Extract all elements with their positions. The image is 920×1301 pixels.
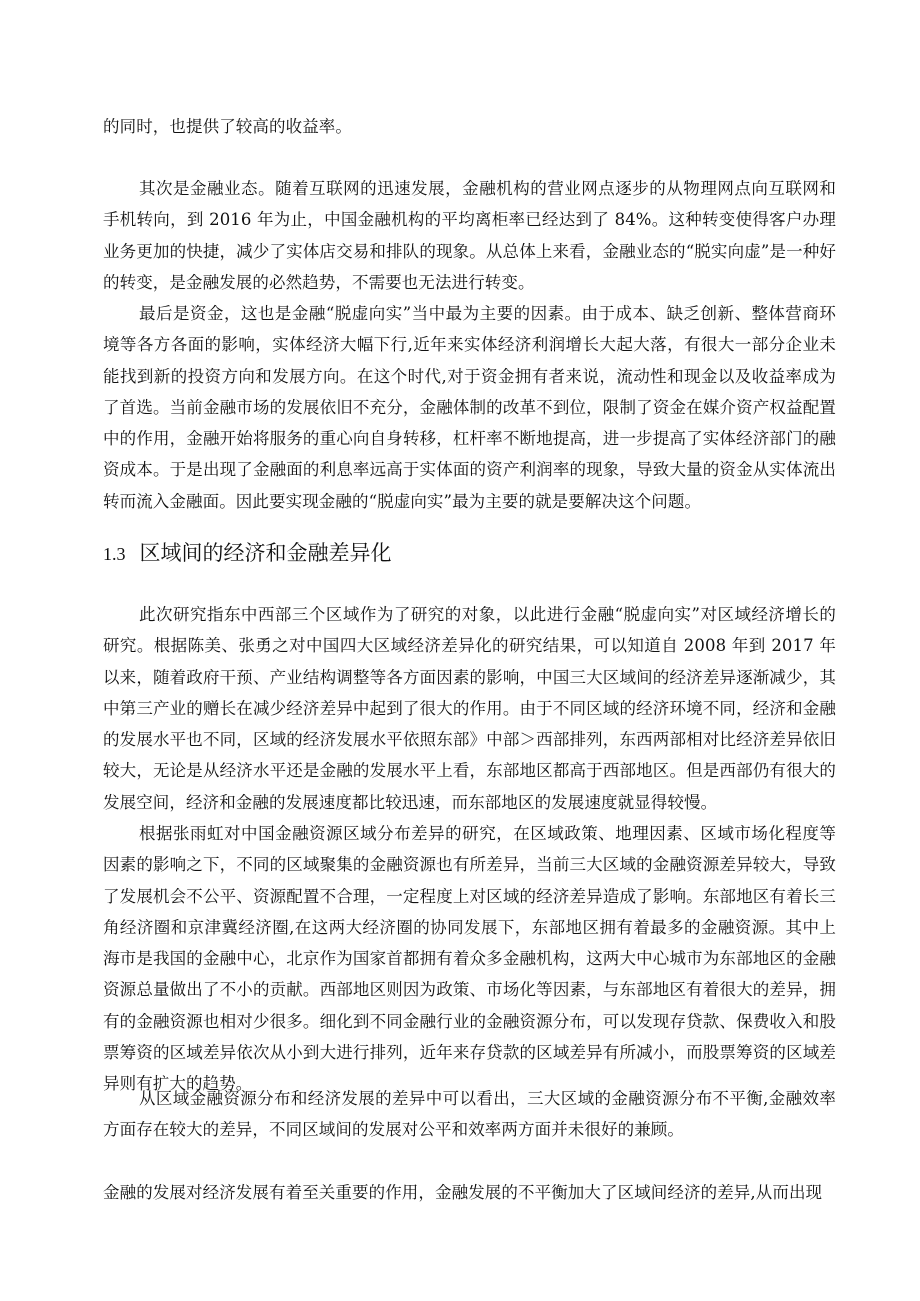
section-number: 1.3	[103, 544, 126, 564]
paragraph-7: 金融的发展对经济发展有着至关重要的作用，金融发展的不平衡加大了区域间经济的差异,从而出现	[103, 1183, 823, 1202]
section-heading	[103, 536, 392, 571]
section-title: 区域间的经济和金融差异化	[139, 541, 392, 565]
paragraph-6: 从区域金融资源分布和经济发展的差异中可以看出，三大区域的金融资源分布不平衡,金融效率方面存在较大的差异，不同区域间的发展对公平和效率两方面并未很好的兼顾。	[103, 1089, 836, 1140]
paragraph-5: 根据张雨虹对中国金融资源区域分布差异的研究，在区域政策、地理因素、区域市场化程度等因素的影响之下，不同的区域聚集的金融资源也有所差异，当前三大区域的金融资源差异较大，导致了发展机会不公平、资源配置不合理，一定程度上对区域的经济差异造成了影响。东部地区有着长三角经济圈和京津冀经济圈,在这两大经济圈的协同发展下，东部地区拥有着最多的金融资源。其中上海市是我国的金融中心，北京作为国家首都拥有着众多金融机构，这两大中心城市为东部地区的金融资源总量做出了不小的贡献。西部地区则因为政策、市场化等因素，与东部地区有着很大的差异，拥有的金融资源也相对少很多。细化到不同金融行业的金融资源分布，可以发现存贷款、保费收入和股票筹资的区域差异依次从小到大进行排列，近年来存贷款的区域差异有所减小，而股票筹资的区域差异则有扩大的趋势。	[103, 824, 836, 1094]
paragraph-2: 其次是金融业态。随着互联网的迅速发展，金融机构的营业网点逐步的从物理网点向互联网和手机转向，到 2016 年为止，中国金融机构的平均离柜率已经达到了 84%。这种转变使得客户办理业务更加的快捷，减少了实体店交易和排队的现象。从总体上来看，金融业态的“脱实向虚”是一种好的转变，是金融发展的必然趋势，不需要也无法进行转变。	[103, 179, 836, 292]
paragraph-1: 的同时，也提供了较高的收益率。	[103, 117, 352, 136]
paragraph-4: 此次研究指东中西部三个区域作为了研究的对象，以此进行金融“脱虚向实”对区域经济增长的研究。根据陈美、张勇之对中国四大区域经济差异化的研究结果，可以知道自 2008 年到 2017 年以来，随着政府干预、产业结构调整等各方面因素的影响，中国三大区域间的经济差异逐渐减少，其中第三产业的赠长在减少经济差异中起到了很大的作用。由于不同区域的经济环境不同，经济和金融的发展水平也不同，区域的经济发展水平依照东部》中部＞西部排列，东西两部相对比经济差异依旧较大，无论是从经济水平还是金融的发展水平上看，东部地区都高于西部地区。但是西部仍有很大的发展空间，经济和金融的发展速度都比较迅速，而东部地区的发展速度就显得较慢。	[103, 605, 836, 812]
paragraph-3: 最后是资金，这也是金融“脱虚向实”当中最为主要的因素。由于成本、缺乏创新、整体营商环境等各方各面的影响，实体经济大幅下行,近年来实体经济利润增长大起大落，有很大一部分企业未能找到新的投资方向和发展方向。在这个时代,对于资金拥有者来说，流动性和现金以及收益率成为了首选。当前金融市场的发展依旧不充分，金融体制的改革不到位，限制了资金在媒介资产权益配置中的作用，金融开始将服务的重心向自身转移，杠杆率不断地提高，进一步提高了实体经济部门的融资成本。于是出现了金融面的利息率远高于实体面的资产利润率的现象，导致大量的资金从实体流出转而流入金融面。因此要实现金融的“脱虚向实”最为主要的就是要解决这个问题。	[103, 304, 836, 511]
